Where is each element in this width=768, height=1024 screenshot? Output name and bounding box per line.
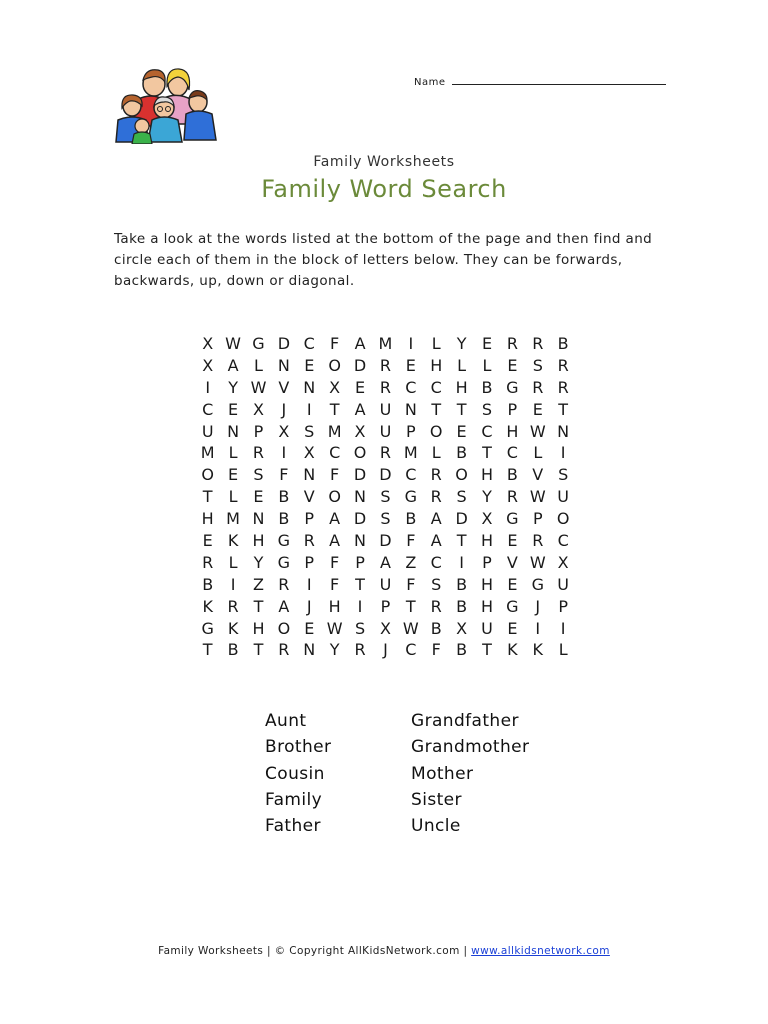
grid-letter: F bbox=[330, 574, 340, 594]
grid-row bbox=[195, 399, 576, 421]
grid-letter: K bbox=[507, 640, 518, 660]
grid-letter: U bbox=[481, 618, 493, 638]
worksheet-title: Family Word Search bbox=[261, 175, 507, 203]
grid-letter: X bbox=[202, 334, 214, 353]
grid-letter: R bbox=[278, 574, 290, 594]
grid-letter: R bbox=[557, 355, 569, 375]
grid-letter: E bbox=[532, 399, 543, 419]
grid-letter: T bbox=[355, 574, 365, 594]
grid-letter: H bbox=[201, 509, 214, 529]
grid-letter: K bbox=[227, 531, 239, 551]
grid-letter: N bbox=[277, 355, 290, 375]
word-list-item: Mother bbox=[411, 763, 474, 784]
grid-letter: E bbox=[304, 618, 315, 638]
grid-letter: I bbox=[560, 443, 566, 463]
grid-letter: B bbox=[481, 377, 493, 397]
grid-letter: B bbox=[202, 574, 214, 594]
grid-letter: C bbox=[430, 377, 442, 397]
grid-row bbox=[195, 333, 576, 355]
grid-letter: T bbox=[431, 399, 442, 419]
grid-letter: X bbox=[354, 421, 366, 441]
grid-letter: I bbox=[230, 574, 236, 594]
grid-letter: P bbox=[380, 596, 391, 616]
grid-letter: P bbox=[253, 421, 264, 441]
grid-letter: F bbox=[406, 531, 416, 551]
grid-letter: W bbox=[326, 618, 343, 638]
grid-letter: S bbox=[380, 487, 391, 507]
grid-letter: N bbox=[354, 531, 367, 551]
grid-letter: B bbox=[430, 618, 442, 638]
grid-letter: G bbox=[531, 574, 544, 594]
grid-letter: Y bbox=[228, 377, 238, 397]
grid-letter: S bbox=[558, 465, 569, 485]
grid-letter: R bbox=[532, 377, 544, 397]
grid-letter: W bbox=[402, 618, 419, 638]
word-list-item: Grandfather bbox=[411, 711, 519, 731]
grid-letter: C bbox=[405, 377, 417, 397]
grid-letter: M bbox=[200, 443, 215, 463]
grid-letter: R bbox=[532, 334, 544, 353]
grid-letter: P bbox=[304, 552, 315, 572]
grid-letter: G bbox=[506, 509, 519, 529]
footer-link[interactable]: www.allkidsnetwork.com bbox=[471, 945, 610, 957]
grid-letter: G bbox=[252, 334, 265, 353]
grid-letter: U bbox=[379, 421, 392, 441]
grid-letter: P bbox=[304, 509, 315, 529]
grid-letter: H bbox=[480, 574, 493, 594]
grid-letter: U bbox=[379, 574, 392, 594]
grid-letter: U bbox=[557, 487, 570, 507]
grid-letter: T bbox=[482, 443, 492, 463]
grid-letter: A bbox=[329, 509, 341, 529]
grid-letter: X bbox=[303, 443, 315, 463]
grid-letter: S bbox=[431, 574, 442, 594]
grid-letter: P bbox=[482, 552, 492, 572]
grid-letter: R bbox=[227, 596, 239, 616]
grid-row bbox=[195, 639, 576, 661]
word-list-item: Family bbox=[265, 789, 323, 810]
grid-row bbox=[195, 486, 576, 508]
grid-letter: X bbox=[329, 377, 341, 397]
grid-letter: X bbox=[481, 509, 493, 529]
grid-letter: L bbox=[254, 355, 263, 375]
grid-letter: T bbox=[329, 399, 340, 419]
grid-letter: R bbox=[354, 640, 366, 660]
grid-letter: C bbox=[557, 531, 569, 551]
grid-letter: W bbox=[529, 552, 546, 572]
grid-letter: S bbox=[380, 509, 391, 529]
grid-letter: S bbox=[481, 399, 493, 419]
grid-letter: K bbox=[202, 596, 213, 616]
grid-letter: V bbox=[278, 377, 290, 397]
grid-letter: D bbox=[353, 355, 367, 375]
grid-letter: X bbox=[456, 618, 468, 638]
grid-letter: V bbox=[303, 487, 315, 507]
grid-letter: F bbox=[431, 640, 441, 660]
grid-letter: X bbox=[202, 355, 214, 375]
name-field bbox=[414, 74, 666, 88]
grid-letter: D bbox=[353, 465, 367, 485]
grid-row bbox=[195, 355, 576, 377]
grid-letter: F bbox=[406, 574, 416, 594]
word-list-item: Cousin bbox=[265, 763, 325, 784]
grid-letter: S bbox=[354, 618, 366, 638]
grid-letter: O bbox=[277, 618, 291, 638]
grid-letter: D bbox=[379, 465, 392, 485]
grid-letter: E bbox=[507, 531, 518, 551]
grid-letter: I bbox=[281, 443, 287, 463]
grid-letter: N bbox=[354, 487, 367, 507]
grid-letter: I bbox=[408, 334, 414, 353]
grid-letter: E bbox=[202, 531, 213, 551]
grid-row bbox=[195, 618, 576, 640]
grid-letter: G bbox=[506, 596, 519, 616]
grid-letter: E bbox=[228, 465, 239, 485]
grid-letter: K bbox=[227, 618, 239, 638]
grid-letter: E bbox=[507, 618, 518, 638]
grid-letter: L bbox=[431, 334, 441, 353]
grid-letter: D bbox=[277, 334, 291, 353]
grid-row bbox=[195, 596, 576, 618]
grid-letter: E bbox=[405, 355, 416, 375]
grid-letter: I bbox=[306, 574, 312, 594]
grid-row bbox=[195, 574, 576, 596]
grid-letter: T bbox=[456, 399, 467, 419]
grid-letter: T bbox=[456, 531, 467, 551]
grid-letter: P bbox=[405, 421, 416, 441]
grid-letter: H bbox=[252, 531, 265, 551]
grid-letter: A bbox=[430, 531, 442, 551]
grid-letter: F bbox=[330, 334, 340, 353]
grid-letter: R bbox=[532, 531, 544, 551]
word-list-right bbox=[411, 708, 529, 839]
grid-letter: A bbox=[430, 509, 442, 529]
grid-letter: A bbox=[329, 531, 341, 551]
grid-letter: X bbox=[379, 618, 391, 638]
grid-letter: P bbox=[507, 399, 518, 419]
letter-grid bbox=[195, 333, 576, 661]
grid-letter: R bbox=[379, 443, 391, 463]
grid-letter: O bbox=[556, 509, 570, 529]
grid-letter: R bbox=[557, 377, 569, 397]
grid-letter: M bbox=[226, 509, 240, 529]
grid-letter: S bbox=[456, 487, 467, 507]
grid-letter: C bbox=[405, 465, 417, 485]
grid-letter: R bbox=[430, 596, 442, 616]
grid-letter: N bbox=[557, 421, 570, 441]
grid-letter: O bbox=[429, 421, 443, 441]
grid-row bbox=[195, 552, 576, 574]
grid-letter: H bbox=[252, 618, 265, 638]
grid-letter: J bbox=[281, 399, 287, 419]
grid-letter: N bbox=[303, 465, 316, 485]
grid-letter: D bbox=[379, 531, 392, 551]
grid-letter: P bbox=[355, 552, 365, 572]
grid-letter: K bbox=[532, 640, 544, 660]
grid-letter: H bbox=[455, 377, 468, 397]
grid-letter: N bbox=[303, 640, 316, 660]
grid-letter: J bbox=[383, 640, 388, 660]
grid-letter: O bbox=[353, 443, 367, 463]
grid-letter: R bbox=[506, 334, 518, 353]
grid-letter: N bbox=[303, 377, 316, 397]
grid-letter: B bbox=[456, 640, 468, 660]
grid-letter: S bbox=[532, 355, 543, 375]
grid-letter: T bbox=[558, 399, 569, 419]
grid-letter: R bbox=[303, 531, 315, 551]
grid-row bbox=[195, 464, 576, 486]
grid-letter: H bbox=[328, 596, 341, 616]
grid-letter: R bbox=[379, 377, 391, 397]
grid-letter: O bbox=[455, 465, 468, 485]
grid-letter: D bbox=[455, 509, 468, 529]
grid-letter: I bbox=[357, 596, 363, 616]
word-list-item: Uncle bbox=[411, 816, 461, 837]
grid-letter: M bbox=[403, 443, 418, 463]
grid-letter: R bbox=[379, 355, 391, 375]
grid-letter: V bbox=[506, 552, 518, 572]
grid-letter: N bbox=[404, 399, 417, 419]
grid-letter: W bbox=[225, 334, 241, 353]
grid-letter: I bbox=[306, 399, 312, 419]
grid-letter: Z bbox=[405, 552, 417, 572]
grid-letter: E bbox=[481, 334, 493, 353]
grid-letter: S bbox=[253, 465, 264, 485]
grid-row bbox=[195, 421, 576, 443]
grid-letter: B bbox=[405, 509, 417, 529]
grid-letter: A bbox=[354, 399, 366, 419]
word-list-item: Father bbox=[265, 816, 321, 837]
grid-letter: E bbox=[354, 377, 366, 397]
footer bbox=[0, 945, 768, 957]
grid-letter: R bbox=[430, 465, 442, 485]
grid-row bbox=[195, 442, 576, 464]
grid-letter: V bbox=[532, 465, 544, 485]
grid-letter: G bbox=[201, 618, 214, 638]
grid-letter: U bbox=[557, 574, 570, 594]
grid-letter: W bbox=[529, 487, 546, 507]
name-blank-line bbox=[452, 74, 666, 85]
grid-letter: B bbox=[506, 465, 518, 485]
grid-letter: E bbox=[456, 421, 467, 441]
grid-letter: O bbox=[328, 487, 341, 507]
grid-letter: T bbox=[253, 596, 264, 616]
grid-letter: L bbox=[558, 640, 568, 660]
grid-letter: I bbox=[560, 618, 566, 638]
grid-letter: T bbox=[202, 487, 213, 507]
grid-letter: E bbox=[507, 355, 518, 375]
grid-letter: A bbox=[354, 334, 366, 353]
grid-letter: Y bbox=[456, 334, 467, 353]
grid-letter: B bbox=[227, 640, 239, 660]
grid-letter: E bbox=[253, 487, 264, 507]
grid-letter: T bbox=[405, 596, 416, 616]
grid-letter: T bbox=[253, 640, 264, 660]
word-list-item: Sister bbox=[411, 789, 462, 810]
grid-letter: M bbox=[378, 334, 393, 353]
grid-letter: L bbox=[431, 443, 441, 463]
grid-letter: E bbox=[507, 574, 518, 594]
grid-letter: L bbox=[228, 487, 238, 507]
grid-letter: W bbox=[250, 377, 267, 397]
grid-letter: L bbox=[228, 443, 238, 463]
grid-letter: E bbox=[304, 355, 315, 375]
grid-letter: H bbox=[480, 465, 493, 485]
grid-letter: Y bbox=[329, 640, 340, 660]
grid-letter: C bbox=[329, 443, 341, 463]
grid-letter: G bbox=[277, 552, 291, 572]
grid-letter: F bbox=[330, 465, 340, 485]
grid-letter: C bbox=[430, 552, 442, 572]
grid-letter: N bbox=[227, 421, 240, 441]
grid-letter: C bbox=[481, 421, 493, 441]
grid-letter: Y bbox=[482, 487, 492, 507]
grid-letter: A bbox=[227, 355, 239, 375]
grid-letter: U bbox=[201, 421, 214, 441]
grid-letter: S bbox=[304, 421, 315, 441]
grid-letter: M bbox=[327, 421, 342, 441]
grid-letter: I bbox=[459, 552, 464, 572]
grid-letter: L bbox=[482, 355, 492, 375]
grid-letter: H bbox=[480, 531, 493, 551]
grid-letter: T bbox=[482, 640, 492, 660]
grid-letter: C bbox=[405, 640, 417, 660]
grid-letter: R bbox=[202, 552, 214, 572]
grid-letter: B bbox=[456, 596, 468, 616]
word-list-item: Grandmother bbox=[411, 737, 530, 758]
grid-letter: B bbox=[456, 574, 468, 594]
grid-letter: I bbox=[205, 377, 211, 397]
footer-copyright: Family Worksheets | © Copyright AllKidsNetwork.com | bbox=[158, 945, 472, 957]
grid-letter: H bbox=[430, 355, 443, 375]
grid-letter: Z bbox=[252, 574, 264, 594]
grid-letter: R bbox=[430, 487, 442, 507]
grid-letter: X bbox=[278, 421, 290, 441]
family-clipart-icon bbox=[112, 64, 224, 144]
grid-row bbox=[195, 530, 576, 552]
name-label: Name bbox=[414, 77, 446, 88]
word-list-item: Aunt bbox=[265, 711, 307, 731]
grid-letter: P bbox=[558, 596, 568, 616]
grid-letter: A bbox=[379, 552, 391, 572]
grid-letter: E bbox=[228, 399, 239, 419]
grid-letter: X bbox=[557, 552, 569, 572]
grid-row bbox=[195, 508, 576, 530]
grid-letter: B bbox=[278, 509, 290, 529]
grid-letter: P bbox=[532, 509, 543, 529]
grid-letter: A bbox=[278, 596, 290, 616]
grid-letter: B bbox=[456, 443, 468, 463]
grid-letter: F bbox=[279, 465, 289, 485]
word-list-left bbox=[265, 708, 331, 839]
grid-letter: O bbox=[201, 465, 214, 485]
grid-letter: R bbox=[252, 443, 265, 463]
grid-letter: L bbox=[533, 443, 543, 463]
grid-letter: B bbox=[557, 334, 569, 353]
grid-letter: G bbox=[404, 487, 418, 507]
grid-letter: T bbox=[202, 640, 213, 660]
grid-letter: Y bbox=[253, 552, 264, 572]
grid-letter: L bbox=[457, 355, 467, 375]
grid-letter: G bbox=[506, 377, 519, 397]
instructions-text: Take a look at the words listed at the bottom of the page and then find and circle each of them in the block of letters below. They can be forwards, backwards, up, down or diagonal. bbox=[114, 231, 653, 289]
grid-letter: D bbox=[353, 509, 367, 529]
grid-letter: N bbox=[252, 509, 265, 529]
grid-letter: H bbox=[480, 596, 493, 616]
grid-letter: W bbox=[529, 421, 546, 441]
grid-letter: L bbox=[228, 552, 238, 572]
grid-letter: G bbox=[277, 531, 291, 551]
grid-letter: B bbox=[278, 487, 290, 507]
word-list-item: Brother bbox=[265, 737, 332, 758]
grid-letter: H bbox=[506, 421, 519, 441]
grid-letter: R bbox=[278, 640, 290, 660]
grid-letter: X bbox=[252, 399, 264, 419]
grid-letter: C bbox=[506, 443, 518, 463]
grid-letter: R bbox=[506, 487, 518, 507]
grid-letter: O bbox=[328, 355, 341, 375]
grid-letter: C bbox=[202, 399, 214, 419]
grid-row bbox=[195, 377, 576, 399]
grid-letter: U bbox=[379, 399, 392, 419]
grid-letter: C bbox=[303, 334, 315, 353]
grid-letter: J bbox=[306, 596, 312, 616]
grid-letter: I bbox=[535, 618, 541, 638]
grid-letter: J bbox=[535, 596, 541, 616]
worksheet-subtitle: Family Worksheets bbox=[313, 154, 455, 170]
grid-letter: F bbox=[330, 552, 340, 572]
